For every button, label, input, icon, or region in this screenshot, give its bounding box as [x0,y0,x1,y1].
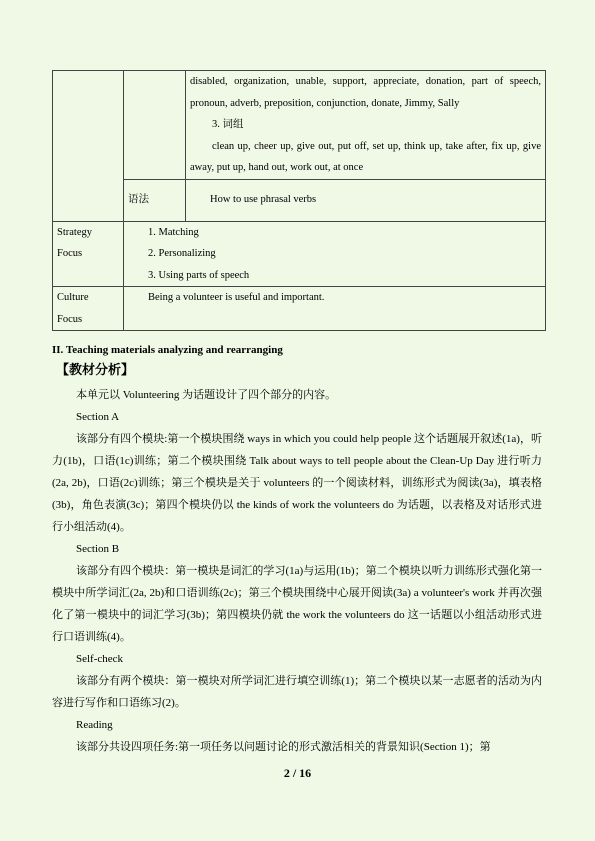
strategy-items-cell [124,221,546,287]
strategy-label: Strategy [57,226,92,238]
table-row [53,179,546,221]
strategy-item: 2. Personalizing [148,248,216,259]
strategy-item: 1. Matching [148,226,199,238]
strategy-label-cell [53,221,124,287]
reading-title: Reading [76,719,113,731]
grammar-text: How to use phrasal verbs [210,194,317,205]
grammar-label: 语法 [124,179,186,221]
culture-label-cell [53,287,124,331]
syllabus-table [52,70,546,331]
table-row [53,287,546,331]
reading-paragraph: 该部分共设四项任务:第一项任务以问题讨论的形式激活相关的背景知识(Section 1)；第 [76,741,491,753]
table-row [53,221,546,287]
intro-paragraph: 本单元以 Volunteering 为话题设计了四个部分的内容。 [76,389,337,401]
culture-label: Culture [57,292,89,303]
phrases-list: clean up, cheer up, give out, put off, set up, think up, take after, fix up, give away, put up, hand out, work out, at once [190,140,541,173]
vocabulary-continued: disabled, organization, unable, support, appreciate, donation, part of speech, pronoun, adverb, preposition, conjunction, donate, Jimmy, Sally [190,76,541,109]
page-number: 2 / 16 [283,766,312,780]
table-cell-empty [53,71,124,222]
culture-text-cell [124,287,546,331]
analysis-section [52,342,542,758]
vocabulary-cell [186,71,546,180]
sub-heading: 【教材分析】 [56,362,135,377]
strategy-label: Focus [57,248,83,259]
table-row [53,71,546,180]
culture-text: Being a volunteer is useful and important. [148,292,325,303]
section-a-paragraph: 该部分有四个模块:第一个模块围绕 ways in which you could help people 这个话题展开叙述(1a)，听力(1b)，口语(1c)训练；第二个模块围绕 Talk about ways to tell people about the Clean-Up Day 进行听力(2a, 2b)，口语(2c)训练；第三个模块是关于 volunteers 的一个阅读材料，训练形式为阅读(3a)，填表格(3b)，角色表演(3c)；第四个模块仍以 the kinds of work the volunteers do 为话题，以表格及对话形式进行小组活动(4)。 [52,433,542,533]
phrases-heading: 3. 词组 [212,119,244,130]
section-heading: II. Teaching materials analyzing and rearranging [52,344,283,356]
self-check-title: Self-check [76,653,124,665]
section-a-title: Section A [76,411,120,423]
self-check-paragraph: 该部分有两个模块：第一模块对所学词汇进行填空训练(1)；第二个模块以某一志愿者的活动为内容进行写作和口语练习(2)。 [52,675,542,709]
section-b-paragraph: 该部分有四个模块：第一模块是词汇的学习(1a)与运用(1b)；第二个模块以听力训练形式强化第一模块中所学词汇(2a, 2b)和口语训练(2c)；第三个模块围绕中心展开阅读(3a) a volunteer's work 并再次强化了第一模块中的词汇学习(3b)；第四模块仍就 the work the volunteers do 这一话题以小组活动形式进行口语训练(4)。 [52,565,542,643]
strategy-item: 3. Using parts of speech [148,269,250,281]
section-b-title: Section B [76,543,120,555]
table-cell-empty [124,71,186,180]
culture-label: Focus [57,313,83,325]
